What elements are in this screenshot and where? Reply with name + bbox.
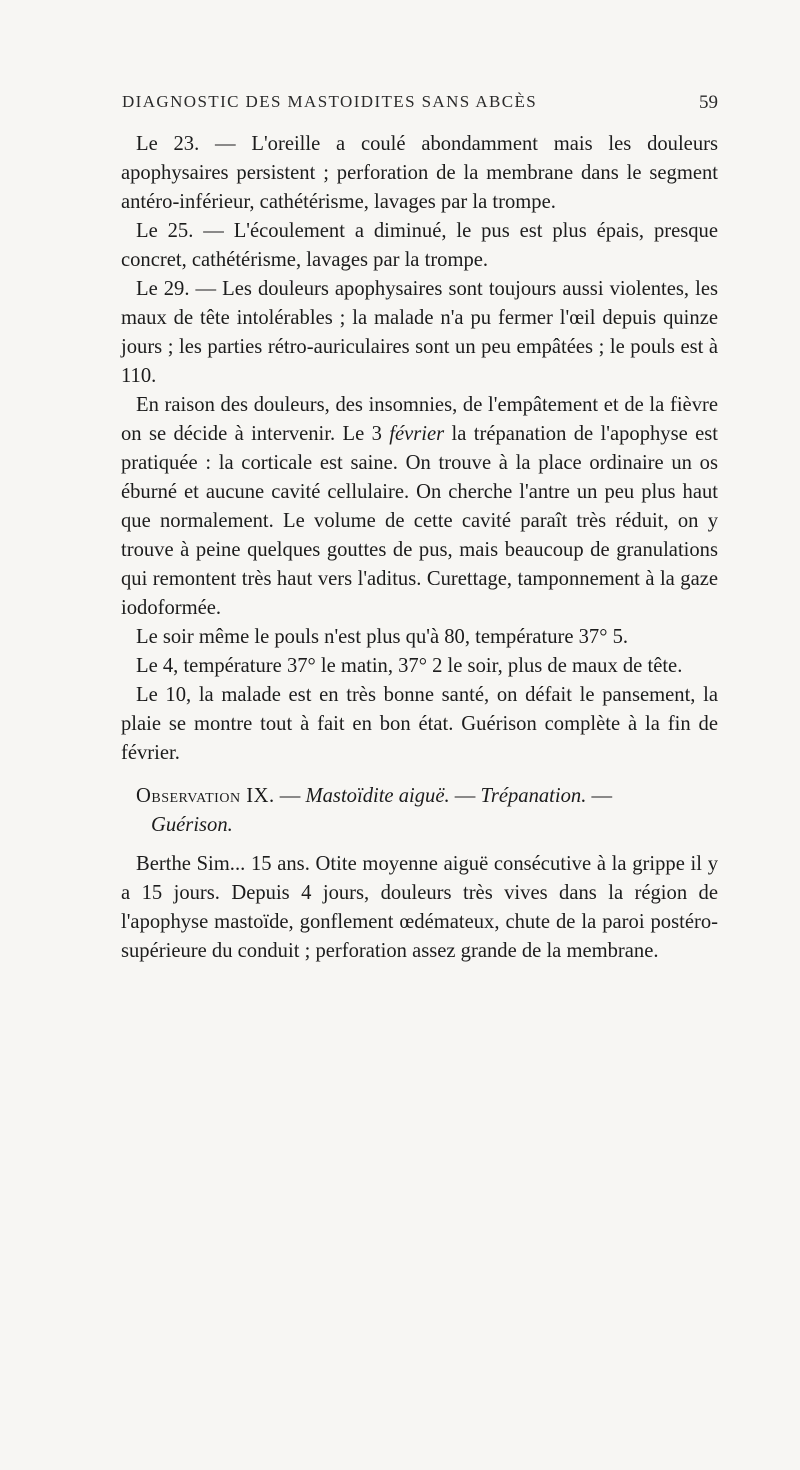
observation-title-outcome: Guérison. (151, 814, 233, 836)
paragraph-le-25: Le 25. — L'écoulement a diminué, le pus est plus épais, presque concret, cathétérisme, lavages par la trompe. (121, 220, 718, 271)
observation-dash: — (449, 785, 481, 807)
paragraph-intervention-text-a: En raison des douleurs, des insomnies, de l'empâtement et de la fièvre on se décide à intervenir. Le 3 (121, 394, 718, 445)
body-text (121, 130, 718, 966)
observation-dash: — (586, 785, 613, 807)
observation-dash: — (274, 785, 306, 807)
running-title: DIAGNOSTIC DES MASTOIDITES SANS ABCÈS (122, 92, 538, 111)
observation-title-diagnosis: Mastoïdite aiguë. (305, 785, 450, 807)
paragraph-le-4: Le 4, température 37° le matin, 37° 2 le soir, plus de maux de tête. (136, 655, 683, 677)
paragraph-le-soir: Le soir même le pouls n'est plus qu'à 80, température 37° 5. (136, 626, 629, 648)
paragraph-le-23: Le 23. — L'oreille a coulé abondamment mais les douleurs apophysaires persistent ; perforation de la membrane dans le segment antéro-inférieur, cathétérisme, lavages par la trompe. (121, 133, 718, 213)
running-head (122, 92, 718, 118)
page-number: 59 (699, 92, 718, 113)
paragraph-le-29: Le 29. — Les douleurs apophysaires sont toujours aussi violentes, les maux de tête intolérables ; la malade n'a pu fermer l'œil depuis quinze jours ; les parties rétro-auriculaires sont un peu empâtées ; le pouls est à 110. (121, 278, 718, 387)
observation-label: Observation IX. (136, 785, 275, 807)
paragraph-intervention-text-b: la trépanation de l'apophyse est pratiquée : la corticale est saine. On trouve à la place ordinaire un os éburné et aucune cavité cellulaire. On cherche l'antre un peu plus haut que normalement. Le volume de cette cavité paraît très réduit, on y trouve à peine quelques gouttes de pus, mais beaucoup de granulations qui remontent très haut vers l'aditus. Curettage, tamponnement à la gaze iodoformée. (121, 423, 718, 619)
paragraph-le-10: Le 10, la malade est en très bonne santé, on défait le pansement, la plaie se montre tout à fait en bon état. Guérison complète à la fin de février. (121, 684, 718, 764)
paragraph-intervention (121, 391, 718, 623)
observation-title-procedure: Trépanation. (480, 785, 587, 807)
observation-body: Berthe Sim... 15 ans. Otite moyenne aiguë consécutive à la grippe il y a 15 jours. Depuis 4 jours, douleurs très vives dans la région de l'apophyse mastoïde, gonflement œdémateux, chute de la paroi postéro-supérieure du conduit ; perforation assez grande de la membrane. (121, 853, 718, 962)
paragraph-intervention-month: février (389, 423, 445, 445)
observation-heading (121, 782, 718, 840)
